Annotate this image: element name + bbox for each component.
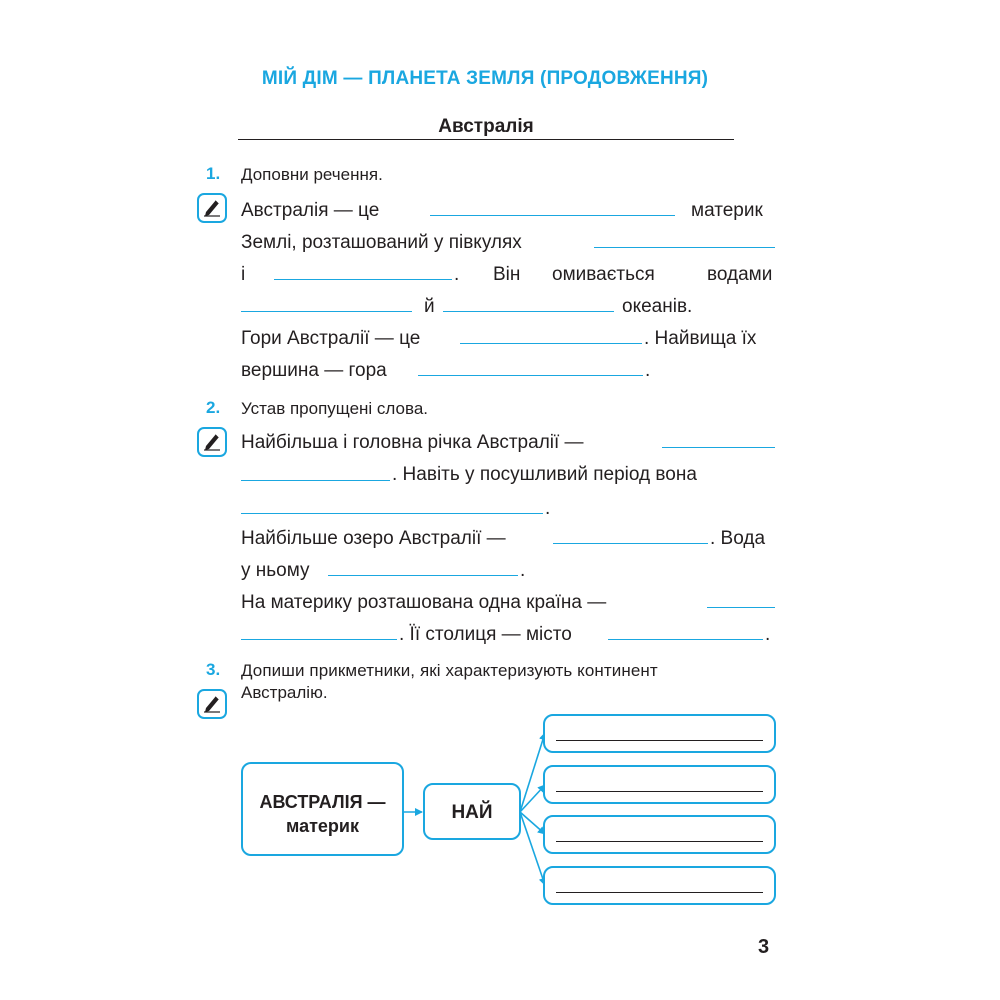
t1-text-3d: омивається (552, 264, 655, 285)
t2-text-4b: . Вода (710, 528, 766, 549)
answer-box-3[interactable] (543, 815, 776, 854)
task-1-number: 1. (206, 164, 221, 183)
answer-box-1[interactable] (543, 714, 776, 753)
t1-text-1b: материк (691, 200, 763, 221)
arrow-to-answer-1 (520, 733, 545, 812)
t1-text-5a: Гори Австралії — це (241, 328, 421, 349)
t1-text-3a: і (241, 264, 246, 285)
answer-line-3[interactable] (556, 841, 763, 842)
t1-text-6b: . (645, 360, 651, 381)
t1-text-3e: водами (707, 264, 773, 285)
t1-text-5b: . Найвища їх (644, 328, 757, 349)
t2-text-7a: . Її столиця — місто (399, 624, 572, 645)
t2-text-6a: На материку розташована одна країна — (241, 592, 607, 613)
section-title: Австралія (438, 116, 534, 137)
t1-text-6a: вершина — гора (241, 360, 387, 381)
australia-box (241, 762, 404, 856)
task-3-instruction-line-1: Допиши прикметники, які характеризують континент (241, 661, 658, 680)
answer-line-2[interactable] (556, 791, 763, 792)
task-3-instruction-line-2: Австралію. (241, 683, 328, 702)
t2-text-3a: . (545, 498, 551, 519)
task-2-instruction: Устав пропущені слова. (241, 399, 429, 418)
australia-box-line-2: материк (286, 816, 359, 836)
nai-box (423, 783, 521, 840)
t1-text-2a: Землі, розташований у півкулях (241, 232, 522, 253)
task-3-number: 3. (206, 660, 221, 679)
t1-text-4b: океанів. (622, 296, 693, 317)
t2-text-2a: . Навіть у посушливий період вона (392, 464, 697, 485)
nai-label: НАЙ (451, 802, 493, 823)
task-2-number: 2. (206, 398, 221, 417)
answer-line-4[interactable] (556, 892, 763, 893)
answer-box-4[interactable] (543, 866, 776, 905)
page-title: МІЙ ДІМ — ПЛАНЕТА ЗЕМЛЯ (ПРОДОВЖЕННЯ) (261, 68, 709, 89)
t1-text-3b: . (454, 264, 460, 285)
t2-text-5b: . (520, 560, 526, 581)
australia-box-line-1: АВСТРАЛІЯ — (259, 792, 386, 812)
page-number: 3 (758, 936, 770, 958)
task-1-instruction: Доповни речення. (241, 165, 383, 184)
t2-text-7b: . (765, 624, 771, 645)
t2-text-4a: Найбільше озеро Австралії — (241, 528, 506, 549)
answer-box-2[interactable] (543, 765, 776, 804)
t1-text-1a: Австралія — це (241, 200, 380, 221)
t2-text-1a: Найбільша і головна річка Австралії — (241, 432, 584, 453)
answer-line-1[interactable] (556, 740, 763, 741)
t1-text-3c: Він (493, 264, 521, 285)
t1-text-4a: й (424, 296, 435, 317)
t2-text-5a: у ньому (241, 560, 310, 581)
